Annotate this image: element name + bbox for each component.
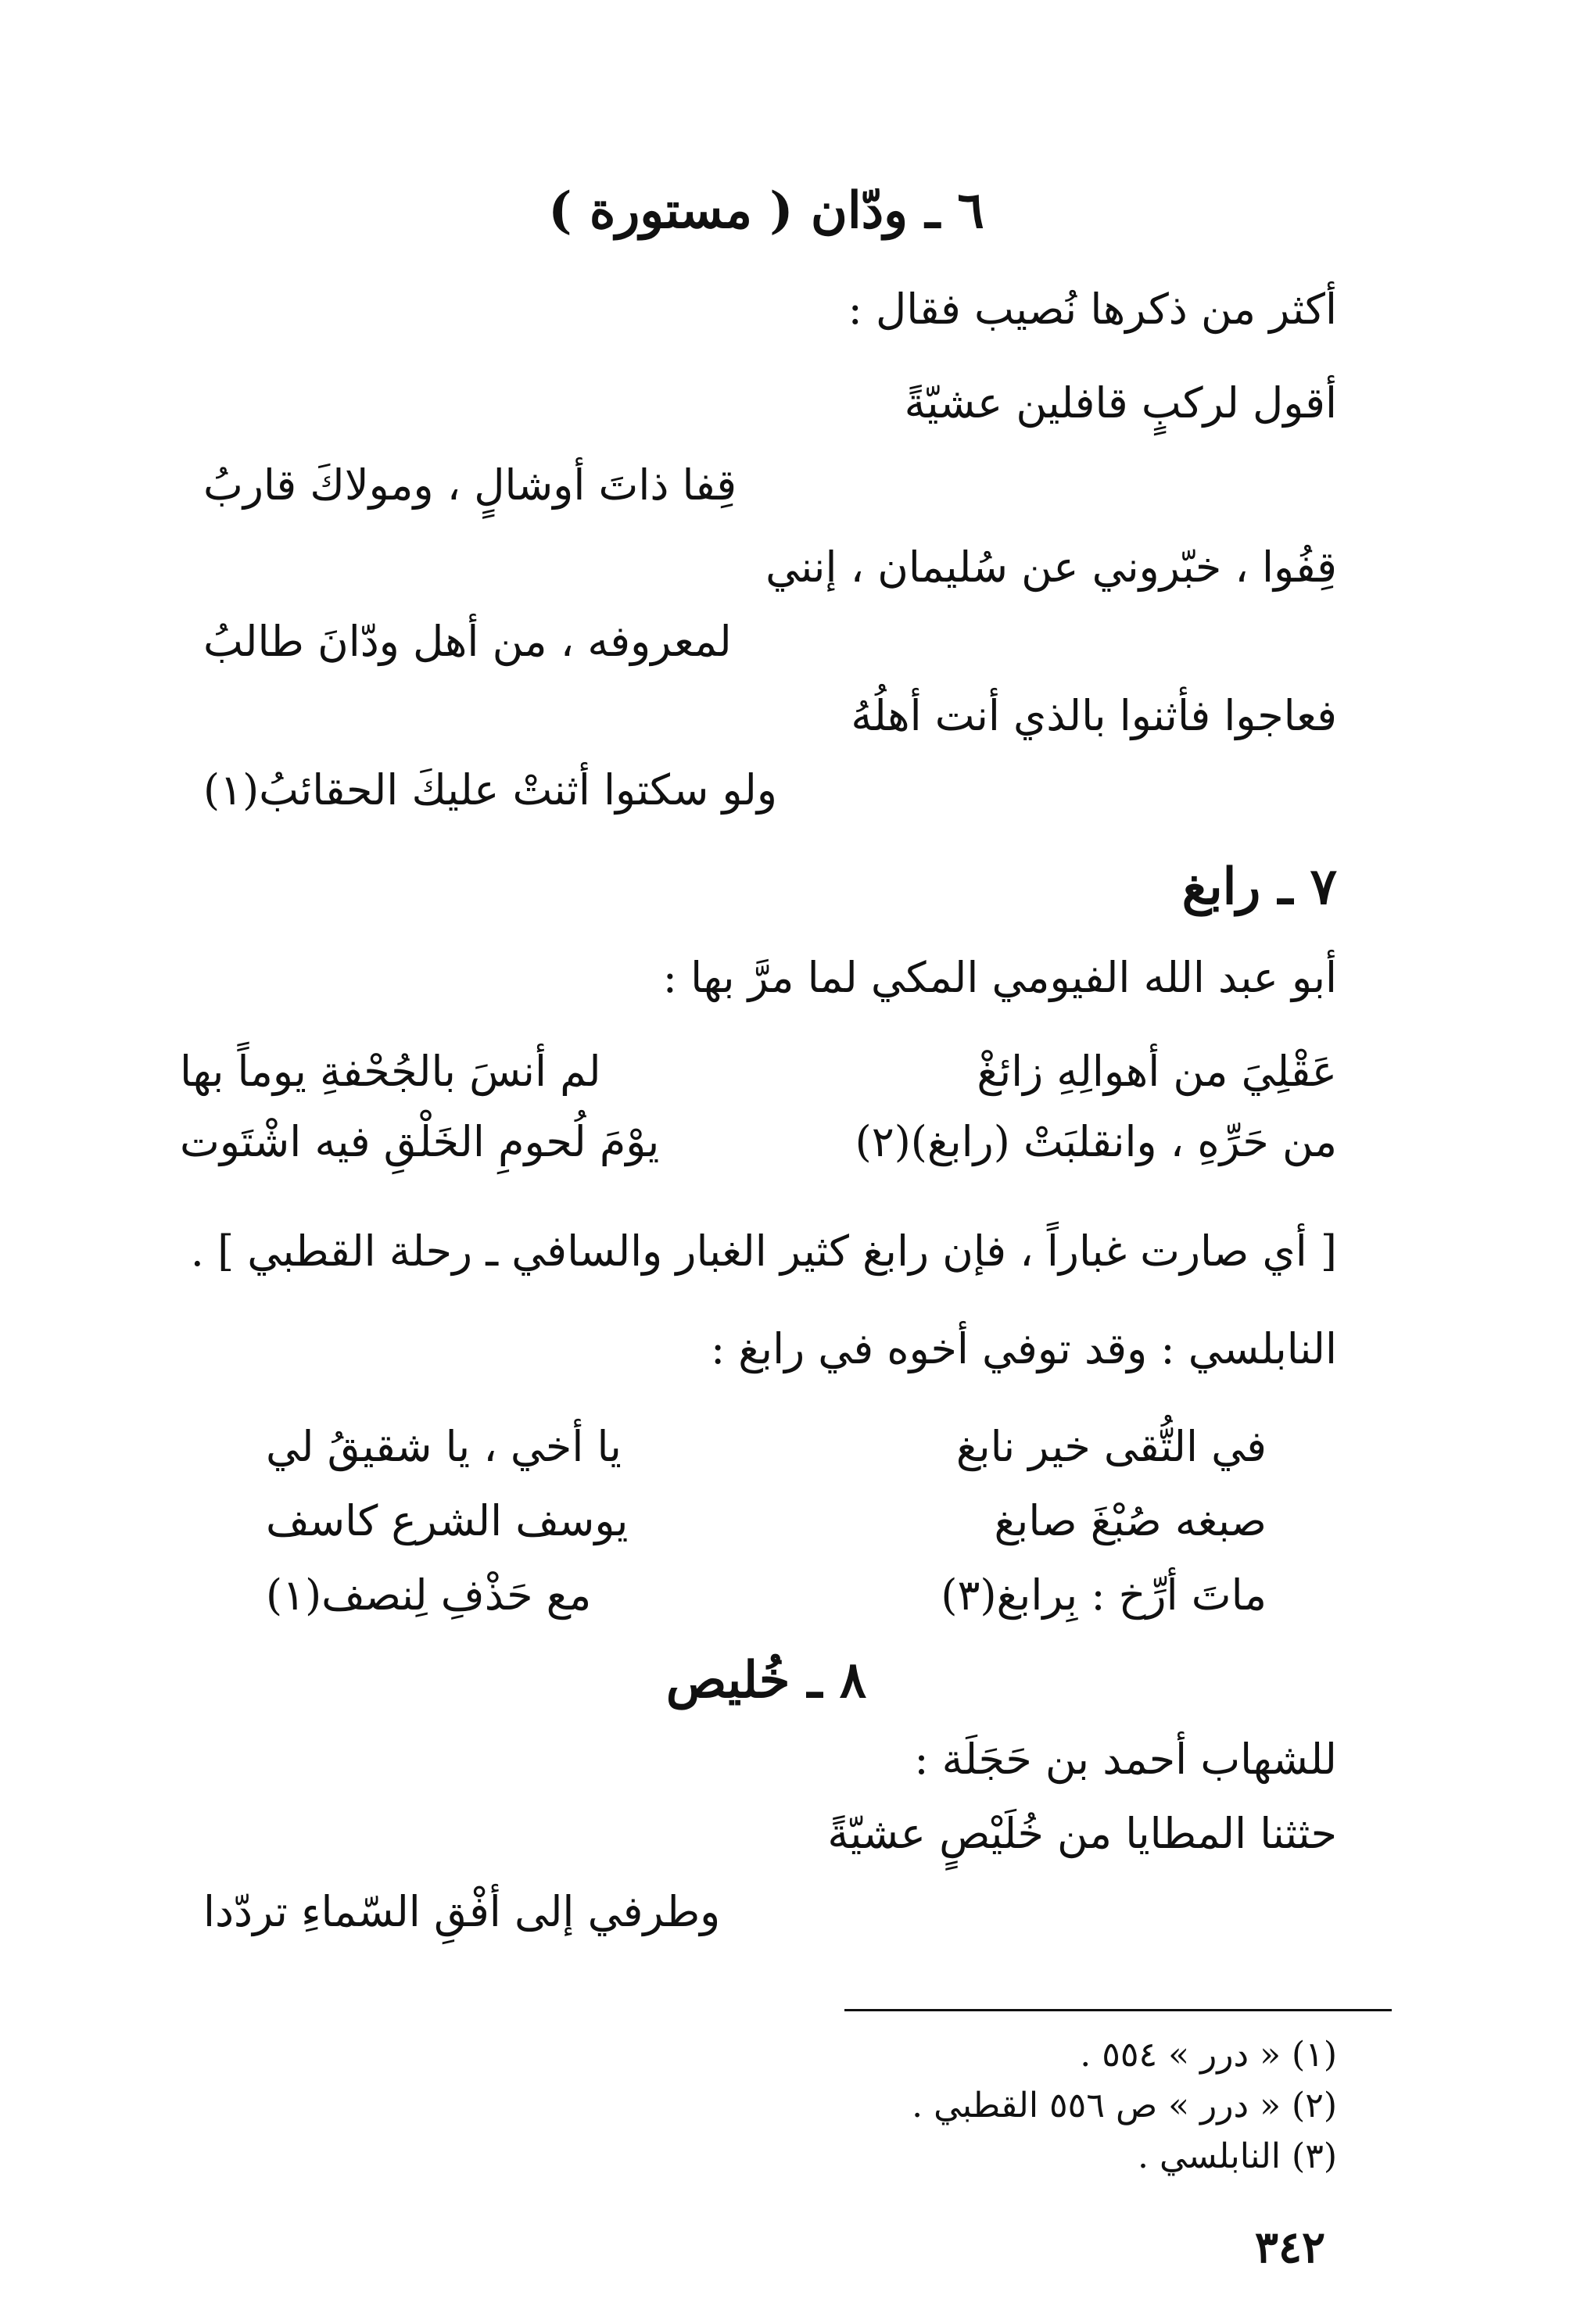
verse-line: قِفا ذاتَ أوشالٍ ، ومولاكَ قاربُ (203, 460, 737, 510)
editor-note: [ أي صارت غباراً ، فإن رابغ كثير الغبار والسافي ـ رحلة القطبي ] . (190, 1226, 1337, 1276)
verse-line: أقول لركبٍ قافلين عشيّةً (904, 378, 1337, 428)
hemistich-second: في التُّقى خير نابغ (955, 1422, 1267, 1471)
footnote: (٢) « درر » ص ٥٥٦ القطبي . (912, 2086, 1337, 2125)
hemistich-second: ماتَ أرِّخ : بِرابغ(٣) (941, 1570, 1267, 1620)
page-number: ٣٤٢ (1254, 2222, 1326, 2273)
verse-couplet (266, 1419, 1267, 1475)
verse-couplet (180, 1044, 1337, 1100)
hemistich-first: يوْمَ لُحومِ الخَلْقِ فيه اشْتَوت (180, 1117, 660, 1166)
section-heading-rabigh: ٧ ـ رابغ (1181, 858, 1337, 916)
section-intro: أكثر من ذكرها نُصيب فقال : (848, 285, 1337, 334)
verse-line: حثثنا المطايا من خُلَيْصٍ عشيّةً (827, 1809, 1337, 1858)
hemistich-second: عَقْلِيَ من أهوالِهِ زائغْ (977, 1047, 1337, 1096)
hemistich-second: من حَرِّهِ ، وانقلبَتْ (رابغ)(٢) (855, 1117, 1337, 1166)
section-heading-waddan: ٦ ـ ودّان ( مستورة ) (548, 181, 984, 240)
verse-line: فعاجوا فأثنوا بالذي أنت أهلُهُ (851, 691, 1337, 740)
hemistich-first: يوسف الشرع كاسف (266, 1496, 629, 1545)
verse-line: وطرفي إلى أفْقِ السّماءِ تردّدا (203, 1887, 721, 1936)
verse-couplet (180, 1114, 1337, 1170)
section-intro: النابلسي : وقد توفي أخوه في رابغ : (710, 1324, 1337, 1373)
footnote: (١) « درر » ٥٥٤ . (1080, 2035, 1337, 2075)
hemistich-first: مع حَذْفِ لِنصف(١) (266, 1570, 592, 1620)
hemistich-second: صبغه صُبْغَ صابغ (994, 1496, 1267, 1545)
verse-line: لمعروفه ، من أهل ودّانَ طالبُ (203, 617, 732, 666)
section-heading-khulais: ٨ ـ خُليص (665, 1651, 867, 1710)
section-intro: أبو عبد الله الفيومي المكي لما مرَّ بها : (662, 953, 1337, 1002)
hemistich-first: يا أخي ، يا شقيقُ لي (266, 1422, 622, 1471)
verse-line: ولو سكتوا أثنتْ عليكَ الحقائبُ(١) (203, 765, 777, 815)
footnote: (٣) النابلسي . (1138, 2136, 1337, 2176)
hemistich-first: لم أنسَ بالجُحْفةِ يوماً بها (180, 1047, 601, 1096)
footnote-divider (844, 2009, 1392, 2011)
verse-couplet (266, 1567, 1267, 1624)
verse-couplet (266, 1493, 1267, 1549)
verse-line: قِفُوا ، خبّروني عن سُليمان ، إنني (765, 543, 1337, 592)
section-intro: للشهاب أحمد بن حَجَلَة : (914, 1735, 1337, 1784)
